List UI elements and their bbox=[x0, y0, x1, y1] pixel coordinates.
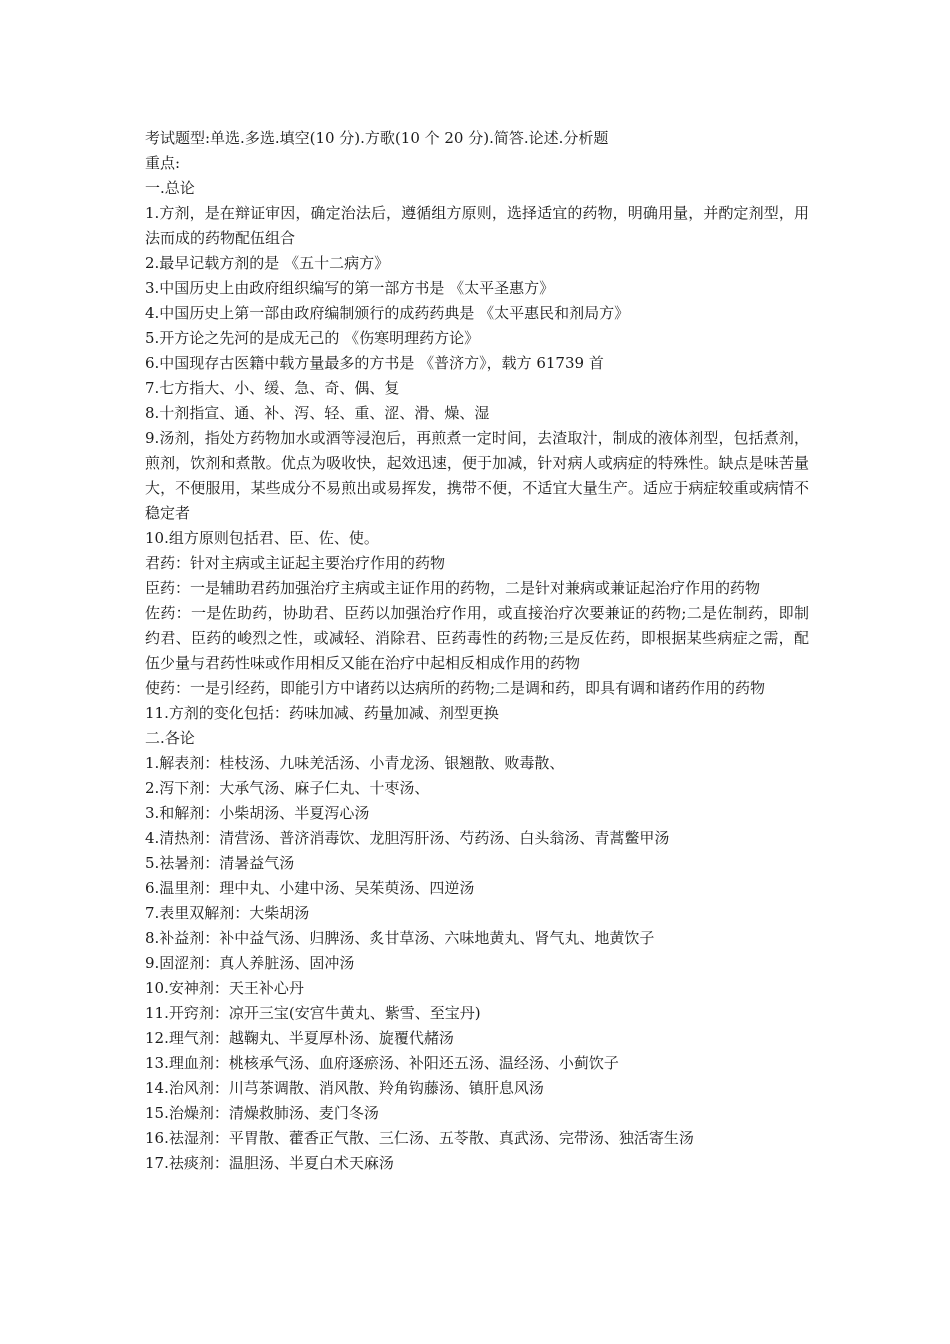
exam-types-line: 考试题型:单选.多选.填空(10 分).方歌(10 个 20 分).简答.论述.分析题 bbox=[145, 129, 609, 147]
category-item-5: 5.祛暑剂：清暑益气汤 bbox=[145, 854, 295, 872]
general-item-10: 10.组方原则包括君、臣、佐、使。 bbox=[145, 529, 379, 547]
key-points-heading: 重点: bbox=[145, 154, 181, 172]
general-item-3: 3.中国历史上由政府组织编写的第一部方书是 《太平圣惠方》 bbox=[145, 279, 555, 297]
category-item-11: 11.开窍剂：凉开三宝(安宫牛黄丸、紫雪、至宝丹) bbox=[145, 1004, 481, 1022]
category-item-2: 2.泻下剂：大承气汤、麻子仁丸、十枣汤、 bbox=[145, 779, 430, 797]
category-item-16: 16.祛湿剂：平胃散、藿香正气散、三仁汤、五苓散、真武汤、完带汤、独活寄生汤 bbox=[145, 1129, 694, 1147]
general-item-8: 8.十剂指宣、通、补、泻、轻、重、涩、滑、燥、湿 bbox=[145, 404, 490, 422]
general-item-7: 7.七方指大、小、缓、急、奇、偶、复 bbox=[145, 379, 400, 397]
monarch-herb-definition: 君药：针对主病或主证起主要治疗作用的药物 bbox=[145, 554, 446, 572]
envoy-herb-definition: 使药：一是引经药，即能引方中诸药以达病所的药物;二是调和药，即具有调和诸药作用的药物 bbox=[145, 679, 766, 697]
category-item-10: 10.安神剂：天王补心丹 bbox=[145, 979, 304, 997]
general-item-6: 6.中国现存古医籍中载方量最多的方书是 《普济方》，载方 61739 首 bbox=[145, 354, 604, 372]
category-item-7: 7.表里双解剂：大柴胡汤 bbox=[145, 904, 310, 922]
category-item-15: 15.治燥剂：清燥救肺汤、麦门冬汤 bbox=[145, 1104, 379, 1122]
general-item-4: 4.中国历史上第一部由政府编制颁行的成药药典是 《太平惠民和剂局方》 bbox=[145, 304, 630, 322]
section-general-heading: 一.总论 bbox=[145, 179, 195, 197]
category-item-17: 17.祛痰剂：温胆汤、半夏白术天麻汤 bbox=[145, 1154, 394, 1172]
general-item-9: 9.汤剂，指处方药物加水或酒等浸泡后，再煎煮一定时间，去渣取汁，制成的液体剂型，包括煮剂，煎剂，饮剂和煮散。优点为吸收快，起效迅速，便于加减，针对病人或病症的特殊性。缺点是味苦量大，不便服用，某些成分不易煎出或易挥发，携带不便，不适宜大量生产。适应于病症较重或病情不稳定者 bbox=[145, 429, 809, 522]
category-item-13: 13.理血剂：桃核承气汤、血府逐瘀汤、补阳还五汤、温经汤、小蓟饮子 bbox=[145, 1054, 619, 1072]
category-item-1: 1.解表剂：桂枝汤、九味羌活汤、小青龙汤、银翘散、败毒散、 bbox=[145, 754, 565, 772]
category-item-4: 4.清热剂：清营汤、普济消毒饮、龙胆泻肝汤、芍药汤、白头翁汤、青蒿鳖甲汤 bbox=[145, 829, 670, 847]
category-item-14: 14.治风剂：川芎茶调散、消风散、羚角钩藤汤、镇肝息风汤 bbox=[145, 1079, 544, 1097]
general-item-5: 5.开方论之先河的是成无己的 《伤寒明理药方论》 bbox=[145, 329, 480, 347]
category-item-12: 12.理气剂：越鞠丸、半夏厚朴汤、旋覆代赭汤 bbox=[145, 1029, 454, 1047]
assistant-herb-definition: 佐药：一是佐助药，协助君、臣药以加强治疗作用，或直接治疗次要兼证的药物;二是佐制药，即制约君、臣药的峻烈之性，或减轻、消除君、臣药毒性的药物;三是反佐药，即根据某些病症之需，配伍少量与君药性味或作用相反又能在治疗中起相反相成作用的药物 bbox=[145, 604, 809, 672]
category-item-3: 3.和解剂：小柴胡汤、半夏泻心汤 bbox=[145, 804, 370, 822]
category-item-8: 8.补益剂：补中益气汤、归脾汤、炙甘草汤、六味地黄丸、肾气丸、地黄饮子 bbox=[145, 929, 655, 947]
category-item-6: 6.温里剂：理中丸、小建中汤、吴茱萸汤、四逆汤 bbox=[145, 879, 475, 897]
section-specific-heading: 二.各论 bbox=[145, 729, 195, 747]
document-body bbox=[145, 126, 809, 1176]
minister-herb-definition: 臣药：一是辅助君药加强治疗主病或主证作用的药物，二是针对兼病或兼证起治疗作用的药物 bbox=[145, 579, 761, 597]
category-item-9: 9.固涩剂：真人养脏汤、固冲汤 bbox=[145, 954, 355, 972]
general-item-11: 11.方剂的变化包括：药味加减、药量加减、剂型更换 bbox=[145, 704, 499, 722]
general-item-2: 2.最早记载方剂的是 《五十二病方》 bbox=[145, 254, 390, 272]
general-item-1: 1.方剂，是在辩证审因，确定治法后，遵循组方原则，选择适宜的药物，明确用量，并酌定剂型，用法而成的药物配伍组合 bbox=[145, 204, 809, 247]
